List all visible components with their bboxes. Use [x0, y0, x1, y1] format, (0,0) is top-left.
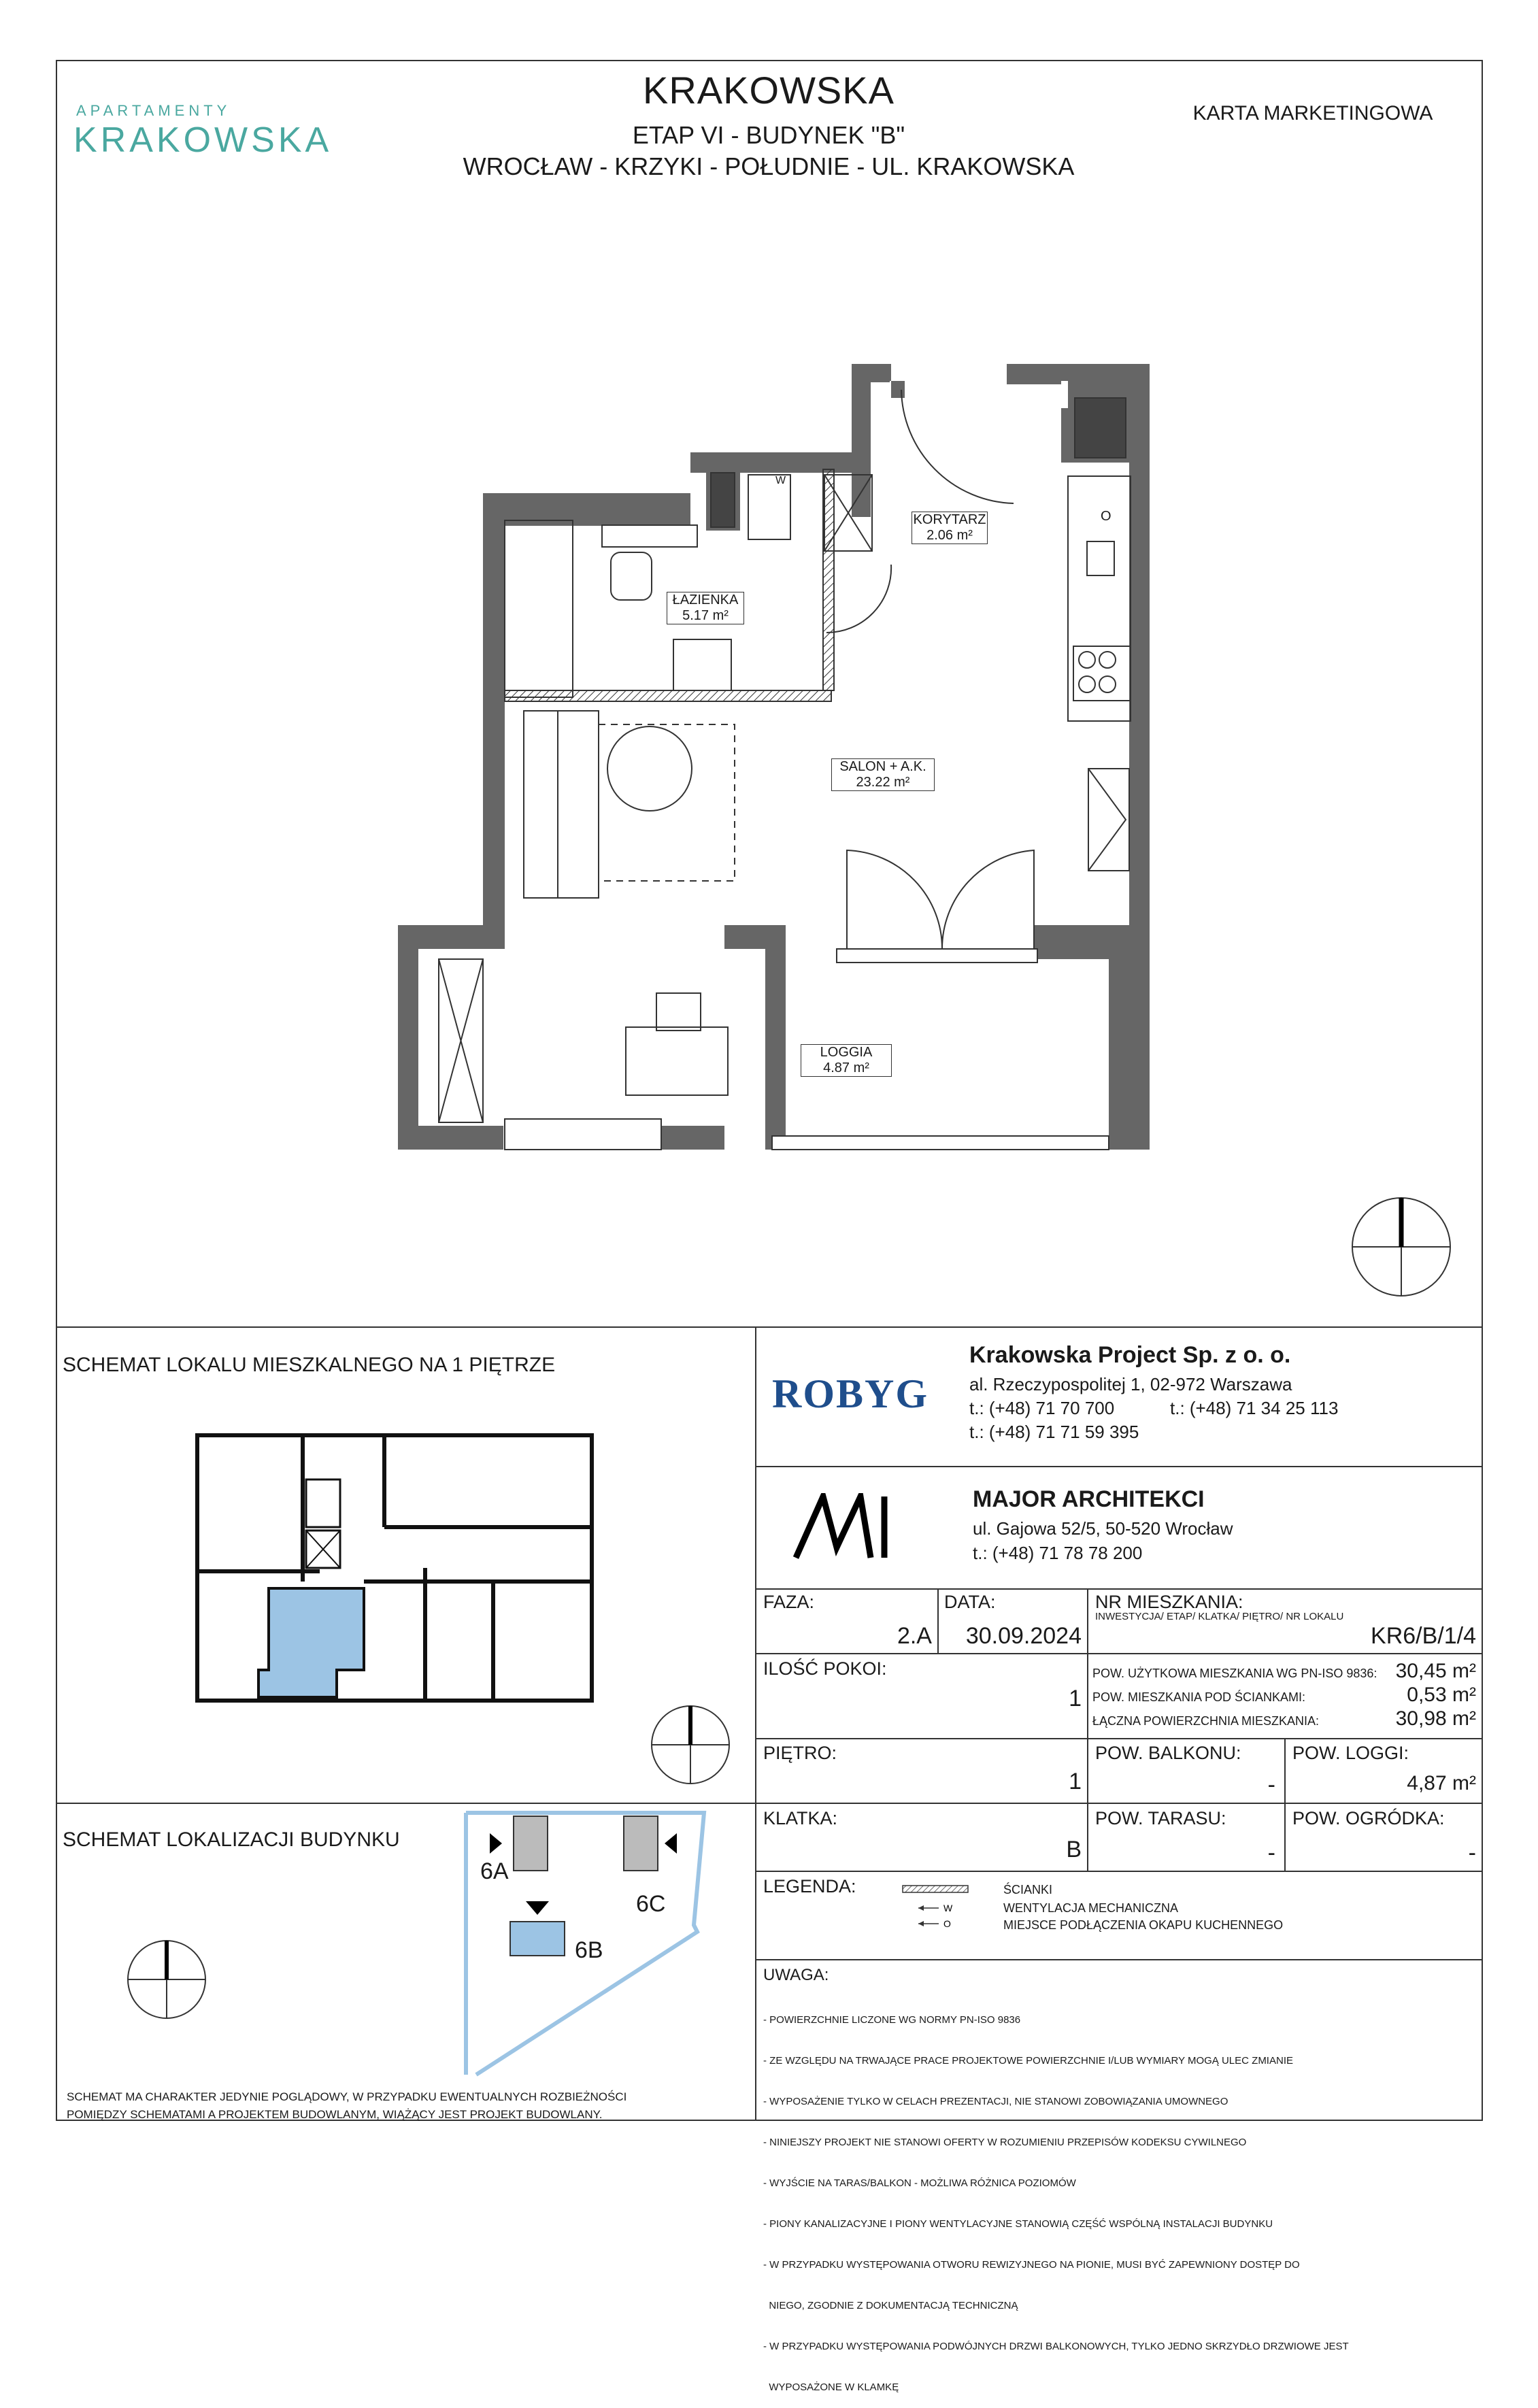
- disclaimer-line: SCHEMAT MA CHARAKTER JEDYNIE POGLĄDOWY, W PRZYPADKU EWENTUALNYCH ROZBIEŻNOŚCI: [67, 2090, 627, 2103]
- data-value: 30.09.2024: [965, 1623, 1082, 1649]
- subtitle-stage: ETAP VI - BUDYNEK "B": [632, 121, 905, 149]
- room-area: 4.87 m²: [823, 1060, 869, 1075]
- walls: [398, 364, 1150, 1150]
- faza-value: 2.A: [897, 1623, 932, 1649]
- developer-address: al. Rzeczypospolitej 1, 02-972 Warszawa: [969, 1374, 1292, 1394]
- note-item: - PIONY KANALIZACYJNE I PIONY WENTYLACYJNE STANOWIĄ CZĘŚĆ WSPÓLNĄ INSTALACJI BUDYNKU: [763, 2218, 1273, 2230]
- stair-label: KLATKA:: [763, 1808, 838, 1828]
- note-item: - WYPOSAŻENIE TYLKO W CELACH PREZENTACJI, NIE STANOWI ZOBOWIĄZANIA UMOWNEGO: [763, 2096, 1228, 2107]
- highlighted-apartment: [258, 1588, 364, 1697]
- divider-major-faza: [755, 1588, 1483, 1590]
- north-arrow-icon: [126, 1939, 207, 2020]
- room-label-loggia: [801, 1044, 892, 1077]
- logo-main-text: KRAKOWSKA: [73, 120, 333, 160]
- divider-pietro-klatka: [755, 1803, 1483, 1804]
- architect-name: MAJOR ARCHITEKCI: [973, 1486, 1205, 1512]
- subtitle-address: WROCŁAW - KRZYKI - POŁUDNIE - UL. KRAKOWSKA: [463, 152, 1075, 180]
- north-arrow-icon: [1350, 1196, 1452, 1298]
- balcony-value: -: [1267, 1772, 1275, 1798]
- building-label-6c: 6C: [636, 1891, 666, 1917]
- building-6a-shape: [514, 1816, 548, 1871]
- loggia-label: POW. LOGGI:: [1292, 1743, 1409, 1763]
- room-area: 2.06 m²: [926, 528, 973, 543]
- legend-item-vent: WENTYLACJA MECHANICZNA: [1003, 1901, 1179, 1915]
- divider-balkon-loggia: [1284, 1738, 1286, 1871]
- location-schema-title: SCHEMAT LOKALIZACJI BUDYNKU: [63, 1828, 400, 1851]
- floor-plan: [381, 354, 1156, 1170]
- building-6b-shape: [510, 1922, 565, 1956]
- svg-text:W: W: [943, 1903, 953, 1913]
- hood-mark: O: [1101, 509, 1111, 524]
- area1-value: 30,45 m²: [1395, 1660, 1476, 1682]
- notes-title: UWAGA:: [763, 1966, 829, 1984]
- north-arrow-icon: [650, 1704, 731, 1786]
- divider-legend-notes: [755, 1959, 1483, 1960]
- note-item: - W PRZYPADKU WYSTĘPOWANIA OTWORU REWIZYJNEGO NA PIONIE, MUSI BYĆ ZAPEWNIONY DOSTĘP DO: [763, 2259, 1300, 2271]
- terrace-label: POW. TARASU:: [1095, 1808, 1226, 1828]
- stair-value: B: [1066, 1837, 1082, 1862]
- rooms-label: ILOŚĆ POKOI:: [763, 1658, 887, 1679]
- page-title: KRAKOWSKA: [643, 69, 895, 112]
- garden-value: -: [1468, 1840, 1476, 1866]
- area2-value: 0,53 m²: [1407, 1684, 1476, 1706]
- legend-item-hood: MIEJSCE PODŁĄCZENIA OKAPU KUCHENNEGO: [1003, 1918, 1284, 1932]
- area3-label: ŁĄCZNA POWIERZCHNIA MIESZKANIA:: [1092, 1714, 1320, 1728]
- note-item: - ZE WZGLĘDU NA TRWAJĄCE PRACE PROJEKTOWE POWIERZCHNIE I/LUB WYMIARY MOGĄ ULEC ZMIANIE: [763, 2055, 1293, 2067]
- room-name: LOGGIA: [820, 1045, 873, 1060]
- partition-wall: [505, 690, 831, 701]
- divider-plan-bottom: [56, 1326, 1483, 1328]
- architect-address: ul. Gajowa 52/5, 50-520 Wrocław: [973, 1518, 1233, 1539]
- room-name: ŁAZIENKA: [672, 592, 739, 607]
- legend-item-walls: ŚCIANKI: [1003, 1883, 1053, 1896]
- logo-top-text: APARTAMENTY: [76, 102, 231, 119]
- floor-schema-title: SCHEMAT LOKALU MIESZKALNEGO NA 1 PIĘTRZE: [63, 1354, 556, 1376]
- divider-schema-location: [56, 1803, 756, 1804]
- disclaimer-line: POMIĘDZY SCHEMATAMI A PROJEKTEM BUDOWLANYM, WIĄŻĄCY JEST PROJEKT BUDOWLANY.: [67, 2108, 603, 2121]
- building-6c-shape: [624, 1816, 658, 1871]
- room-label-living: [831, 758, 935, 791]
- room-label-corridor: [912, 512, 988, 544]
- nr-value: KR6/B/1/4: [1371, 1623, 1476, 1649]
- card-type-label: KARTA MARKETINGOWA: [1192, 102, 1433, 124]
- data-label: DATA:: [944, 1592, 996, 1612]
- room-name: KORYTARZ: [913, 512, 986, 527]
- floor-schematic: [184, 1425, 605, 1711]
- architect-phone: t.: (+48) 71 78 78 200: [973, 1543, 1143, 1563]
- disclaimer: [67, 2088, 626, 2124]
- notes-list: [763, 1986, 1471, 2408]
- note-item: - POWIERZCHNIE LICZONE WG NORMY PN-ISO 9836: [763, 2014, 1021, 2026]
- divider-faza-data: [937, 1588, 939, 1653]
- rooms-value: 1: [1069, 1686, 1082, 1711]
- divider-pokoi-areas: [1087, 1653, 1088, 1871]
- divider-faza-pokoi: [755, 1653, 1483, 1654]
- legend-symbols: [901, 1884, 969, 1932]
- area2-label: POW. MIESZKANIA POD ŚCIANKAMI:: [1092, 1690, 1306, 1704]
- note-item: - WYJŚCIE NA TARAS/BALKON - MOŻLIWA RÓŻNICA POZIOMÓW: [763, 2177, 1076, 2189]
- note-item: NIEGO, ZGODNIE Z DOKUMENTACJĄ TECHNICZNĄ: [763, 2300, 1018, 2311]
- legend-title: LEGENDA:: [763, 1876, 856, 1896]
- svg-text:O: O: [943, 1918, 951, 1929]
- room-name: SALON + A.K.: [839, 759, 926, 774]
- faza-label: FAZA:: [763, 1592, 815, 1612]
- note-item: - NINIEJSZY PROJEKT NIE STANOWI OFERTY W ROZUMIENIU PRZEPISÓW KODEKSU CYWILNEGO: [763, 2137, 1247, 2148]
- balcony-label: POW. BALKONU:: [1095, 1743, 1241, 1763]
- divider-left-column: [755, 1326, 756, 2121]
- nr-sublabel: INWESTYCJA/ ETAP/ KLATKA/ PIĘTRO/ NR LOKALU: [1095, 1611, 1344, 1622]
- divider-data-nr: [1087, 1588, 1088, 1653]
- terrace-value: -: [1267, 1840, 1275, 1866]
- divider-klatka-legend: [755, 1871, 1483, 1872]
- robyg-logo: ROBYG: [771, 1371, 929, 1416]
- developer-logo: [73, 102, 332, 177]
- building-label-6b: 6B: [575, 1937, 603, 1963]
- area1-label: POW. UŻYTKOWA MIESZKANIA WG PN-ISO 9836:: [1092, 1667, 1377, 1680]
- room-label-bathroom: [667, 592, 744, 624]
- garden-label: POW. OGRÓDKA:: [1292, 1808, 1445, 1828]
- developer-name: Krakowska Project Sp. z o. o.: [969, 1342, 1291, 1368]
- floor-label: PIĘTRO:: [763, 1743, 837, 1763]
- developer-phone1: t.: (+48) 71 70 700: [969, 1398, 1115, 1418]
- room-area: 23.22 m²: [856, 775, 910, 790]
- nr-label: NR MIESZKANIA:: [1095, 1592, 1243, 1612]
- note-item: WYPOSAŻONE W KLAMKĘ: [763, 2381, 899, 2393]
- divider-pokoi-pietro: [755, 1738, 1483, 1739]
- developer-phone3: t.: (+48) 71 71 59 395: [969, 1422, 1139, 1442]
- major-architekci-logo-icon: [792, 1493, 895, 1561]
- divider-robyg-major: [755, 1466, 1483, 1467]
- building-label-6a: 6A: [480, 1858, 509, 1884]
- note-item: - W PRZYPADKU WYSTĘPOWANIA PODWÓJNYCH DRZWI BALKONOWYCH, TYLKO JEDNO SKRZYDŁO DRZWIOWE JEST: [763, 2341, 1349, 2352]
- loggia-value: 4,87 m²: [1407, 1772, 1476, 1794]
- floor-value: 1: [1069, 1769, 1082, 1794]
- developer-phone2: t.: (+48) 71 34 25 113: [1170, 1398, 1339, 1418]
- room-area: 5.17 m²: [682, 608, 729, 623]
- area3-value: 30,98 m²: [1395, 1707, 1476, 1730]
- vent-mark: W: [775, 475, 786, 486]
- partition-wall-vertical: [823, 469, 834, 690]
